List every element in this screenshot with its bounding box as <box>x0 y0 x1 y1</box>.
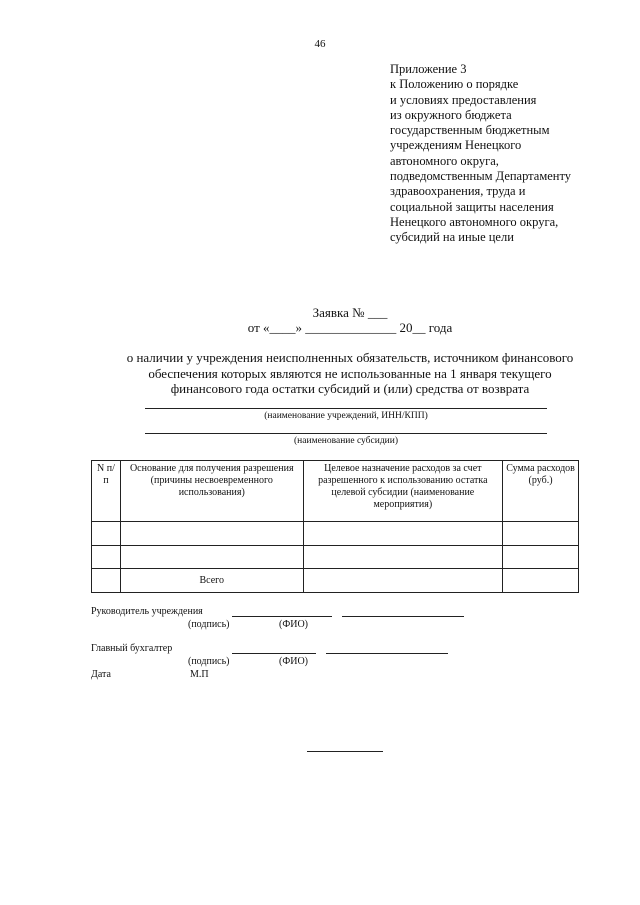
table-header-row <box>92 461 579 522</box>
head-name-line[interactable] <box>342 616 464 617</box>
subsidy-field-line[interactable] <box>145 433 547 434</box>
accountant-label: Главный бухгалтер <box>91 643 173 654</box>
table-cell[interactable] <box>503 569 579 593</box>
appendix-line: автономного округа, <box>390 153 499 168</box>
accountant-signature-caption: (подпись) <box>188 656 230 667</box>
table-cell[interactable] <box>92 546 121 569</box>
appendix-line: Приложение 3 <box>390 62 467 76</box>
appendix-line: социальной защиты населения <box>390 199 554 214</box>
table-cell[interactable] <box>120 546 303 569</box>
accountant-name-caption: (ФИО) <box>279 656 309 667</box>
table-cell[interactable] <box>92 569 121 593</box>
appendix-line: здравоохранения, труда и <box>390 184 526 199</box>
footer-divider <box>307 751 383 752</box>
appendix-line: из окружного бюджета <box>390 107 512 122</box>
accountant-name-line[interactable] <box>326 653 448 654</box>
application-subject <box>90 350 610 397</box>
table-cell[interactable] <box>503 522 579 546</box>
appendix-line: субсидий на иные цели <box>390 230 514 245</box>
accountant-signature-line[interactable] <box>232 653 316 654</box>
institution-caption: (наименование учреждений, ИНН/КПП) <box>264 411 428 421</box>
table-cell[interactable] <box>92 522 121 546</box>
subject-line: обеспечения которых являются не использованные на 1 января текущего <box>148 365 552 381</box>
table-cell[interactable] <box>503 546 579 569</box>
head-signature-line[interactable] <box>232 616 332 617</box>
head-signature-caption: (подпись) <box>188 619 230 630</box>
table-cell[interactable] <box>303 569 503 593</box>
subsidy-caption: (наименование субсидии) <box>294 436 398 446</box>
page-number: 46 <box>314 38 326 50</box>
stamp-label: М.П <box>190 669 209 680</box>
head-label: Руководитель учреждения <box>91 606 203 617</box>
table-cell[interactable] <box>120 522 303 546</box>
total-label: Всего <box>120 569 303 593</box>
application-title: Заявка № ___ <box>312 305 388 320</box>
table-cell[interactable] <box>303 546 503 569</box>
table-total-row <box>92 569 579 593</box>
application-date-line: от «____» ______________ 20__ года <box>247 320 453 335</box>
appendix-line: Ненецкого автономного округа, <box>390 214 559 229</box>
table-row <box>92 522 579 546</box>
header-number: N п/п <box>92 461 121 522</box>
date-label: Дата <box>91 669 111 680</box>
subject-line: о наличии у учреждения неисполненных обязательств, источником финансового <box>126 350 574 365</box>
appendix-header <box>390 62 630 246</box>
subject-line: финансового года остатки субсидий и (или) средства от возврата <box>170 381 530 396</box>
table-row <box>92 546 579 569</box>
appendix-line: подведомственным Департаменту <box>390 169 572 184</box>
header-purpose: Целевое назначение расходов за счет разрешенного к использованию остатка целевой субсидии (наименование мероприятия) <box>303 461 503 522</box>
appendix-line: к Положению о порядке <box>390 77 519 92</box>
appendix-line: учреждениям Ненецкого <box>390 138 522 153</box>
head-name-caption: (ФИО) <box>279 619 309 630</box>
institution-field-line[interactable] <box>145 408 547 409</box>
appendix-line: и условиях предоставления <box>390 92 537 107</box>
header-amount: Сумма расходов (руб.) <box>503 461 579 522</box>
table-cell[interactable] <box>303 522 503 546</box>
appendix-line: государственным бюджетным <box>390 123 550 138</box>
request-table <box>91 460 579 593</box>
header-basis: Основание для получения разрешения (причины несвоевременного использования) <box>120 461 303 522</box>
